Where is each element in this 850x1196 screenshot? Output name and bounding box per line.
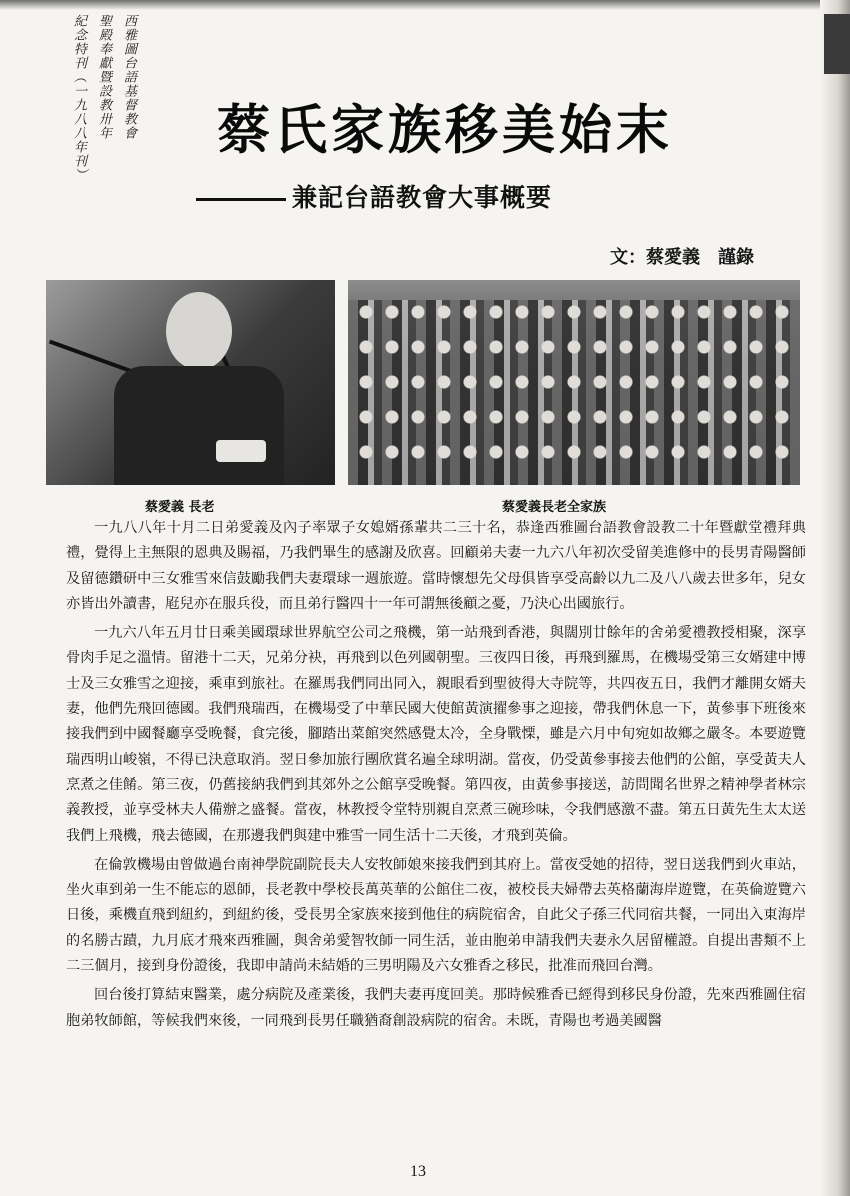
elder-speaking-photo <box>46 280 335 485</box>
page-number: 13 <box>410 1163 426 1180</box>
body-paragraph: 一九六八年五月廿日乘美國環球世界航空公司之飛機，第一站飛到香港，與闊別廿餘年的舍弟愛禮教授相聚，深享骨肉手足之溫情。留港十二天，兄弟分袂，再飛到以色列國朝聖。三夜四日後，再飛到羅馬，在機場受第三女婿建中博士及三女雅雪之迎接，乘車到旅社。在羅馬我們同出同入，親眼看到聖彼得大寺院等，共四夜五日，我們才離開女婿夫妻，他們先飛回德國。我們飛瑞西，在機場受了中華民國大使館黃演擢參事之迎接，帶我們休息一下，黃參事下班後來接我們到中國餐廳享受晚餐，食完後，腳踏出菜館突然感覺太冷，全身戰慄，雖是六月中旬宛如故鄉之嚴冬。本要遊覽瑞西明山峻嶺，不得已決意取消。翌日參加旅行團欣賞名遍全球明湖。當夜，仍受黃參事接去他們的公館，享受黃夫人烹煮之佳餚。第三夜，仍舊接納我們到其郊外之公館享受晚餐。第四夜，由黃參事接送，訪問聞名世界之精神學者林宗義教授，並享受林夫人備辦之盛餐。當夜，林教授令堂特別親自烹煮三碗珍味，令我們感激不盡。第五日黃先生太太送我們上飛機，飛去德國，在那邊我們與建中雅雪一同生活十二天後，才飛到英倫。 <box>66 625 806 844</box>
author-line: 文：蔡愛義 謹錄 <box>610 247 754 268</box>
family-group-photo <box>348 280 800 485</box>
elder-head <box>166 292 232 370</box>
article-body <box>66 516 806 1038</box>
crowd-row <box>354 370 794 400</box>
scan-top-edge <box>0 0 850 10</box>
scan-right-edge <box>820 0 850 1196</box>
subtitle-dash <box>196 198 286 201</box>
handwritten-note <box>52 14 138 226</box>
handwritten-line: 聖殿奉獻暨設教卅年 <box>96 14 111 140</box>
body-paragraph: 在倫敦機場由曾做過台南神學院副院長夫人安牧師娘來接我們到其府上。當夜受她的招待，翌日送我們到火車站，坐火車到弟一生不能忘的恩師，長老教中學校長萬英華的公館住二夜，被校長夫婦帶去英格蘭海岸遊覽，在英倫遊覽六日後，乘機直飛到紐約，到紐約後，受長男全家族來接到他住的病院宿舍，自此父子孫三代同宿共餐，一同出入東海岸的名勝古蹟，九月底才飛來西雅圖，與舍弟愛智牧師一同生活，並由胞弟申請我們夫妻永久居留權證。自提出書類不上二三個月，接到身份證後，我即申請尚未結婚的三男明陽及六女雅香之移民，批准而飛回台灣。 <box>66 856 806 975</box>
crowd-row <box>354 440 794 470</box>
crowd-row <box>354 405 794 435</box>
body-paragraph: 回台後打算結束醫業，處分病院及產業後，我們夫妻再度回美。那時候雅香已經得到移民身份證，先來西雅圖住宿胞弟牧師館，等候我們來後，一同飛到長男任職猶裔創設病院的宿舍。未既，青陽也考過美國醫 <box>66 987 806 1029</box>
subtitle-text: 兼記台語教會大事概要 <box>292 183 553 212</box>
crowd-row <box>354 335 794 365</box>
body-paragraph: 一九八八年十月二日弟愛義及內子率眾子女媳婿孫輩共二三十名，恭逢西雅圖台語教會設教二十年暨獻堂禮拜典禮，覺得上主無限的恩典及賜福，乃我們畢生的感謝及欣喜。回顧弟夫妻一九六八年初次受留美進修中的長男青陽醫師及留德鑽研中三女雅雪來信鼓勵我們夫妻環球一週旅遊。當時懷想先父母俱皆享受高齡以九二及八八歲去世多年，兒女亦皆出外讀書，屘兒亦在服兵役，而且弟行醫四十一年可謂無後顧之憂，乃決心出國旅行。 <box>66 520 806 612</box>
elder-body <box>114 366 284 485</box>
speech-paper <box>216 440 266 462</box>
article-subtitle <box>196 178 552 214</box>
scan-edge-mark <box>824 14 850 74</box>
photo-caption-left: 蔡愛義 長老 <box>145 500 215 515</box>
handwritten-line: 西雅圖台語基督教會 <box>121 14 136 140</box>
article-title: 蔡氏家族移美始末 <box>217 99 673 161</box>
handwritten-line: 紀念特刊（一九八八年刊） <box>71 14 86 182</box>
photo-caption-right: 蔡愛義長老全家族 <box>502 500 607 515</box>
crowd-row <box>354 300 794 330</box>
